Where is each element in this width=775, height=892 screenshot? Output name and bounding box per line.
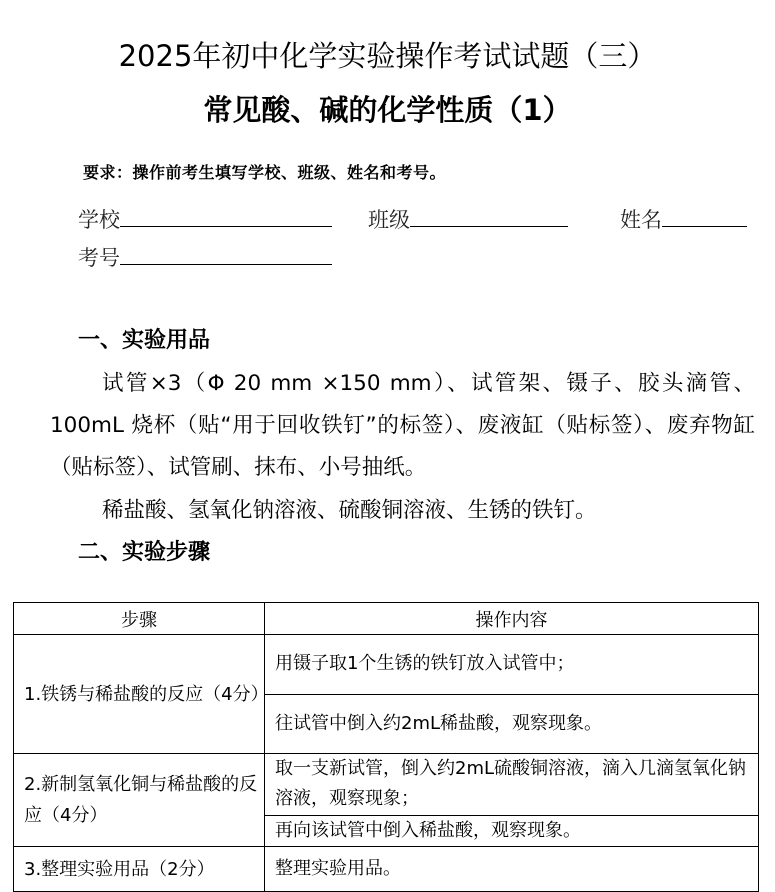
operation-cell: 用镊子取1个生锈的铁钉放入试管中； — [265, 635, 759, 695]
table-header-row — [14, 603, 759, 635]
exam-subtitle: 常见酸、碱的化学性质（1） — [203, 93, 572, 127]
section-steps-heading: 二、实验步骤 — [78, 540, 211, 565]
requirement-note: 要求：操作前考生填写学校、班级、姓名和考号。 — [83, 163, 447, 182]
section-equipment-heading: 一、实验用品 — [78, 328, 211, 353]
reagent-list: 稀盐酸、氢氧化钠溶液、硫酸铜溶液、生锈的铁钉。 — [102, 498, 597, 523]
equipment-list: 试管×3（Φ 20 mm ×150 mm）、试管架、镊子、胶头滴管、100mL 烧杯（贴“用于回收铁钉”的标签）、废液缸（贴标签）、废弃物缸（贴标签）、试管刷、抹布、小号抽纸。 — [50, 371, 755, 480]
exam-no-field[interactable] — [78, 242, 332, 273]
exam-title: 2025年初中化学实验操作考试试题（三） — [118, 39, 657, 73]
step-cell: 3.整理实验用品（2分） — [14, 847, 265, 892]
class-label: 班级 — [368, 208, 410, 232]
operation-cell: 取一支新试管，倒入约2mL硫酸铜溶液，滴入几滴氢氧化钠溶液，观察现象； — [265, 754, 759, 816]
exam-no-blank[interactable] — [120, 242, 332, 265]
table-row — [14, 635, 759, 695]
operation-cell: 往试管中倒入约2mL稀盐酸，观察现象。 — [265, 694, 759, 754]
step-cell: 1.铁锈与稀盐酸的反应（4分） — [14, 635, 265, 754]
school-field[interactable] — [78, 204, 332, 235]
class-blank[interactable] — [410, 204, 568, 227]
school-label: 学校 — [78, 208, 120, 232]
exam-no-label: 考号 — [78, 246, 120, 270]
operation-cell: 整理实验用品。 — [265, 847, 759, 892]
operation-cell: 再向该试管中倒入稀盐酸，观察现象。 — [265, 815, 759, 846]
name-field[interactable] — [620, 204, 747, 235]
school-blank[interactable] — [120, 204, 332, 227]
steps-table — [13, 602, 759, 892]
step-cell: 2.新制氢氧化铜与稀盐酸的反应（4分） — [14, 754, 265, 847]
table-row — [14, 847, 759, 892]
class-field[interactable] — [368, 204, 568, 235]
table-row — [14, 754, 759, 816]
name-blank[interactable] — [662, 204, 747, 227]
name-label: 姓名 — [620, 208, 662, 232]
header-operation: 操作内容 — [265, 603, 759, 635]
header-step: 步骤 — [14, 603, 265, 635]
